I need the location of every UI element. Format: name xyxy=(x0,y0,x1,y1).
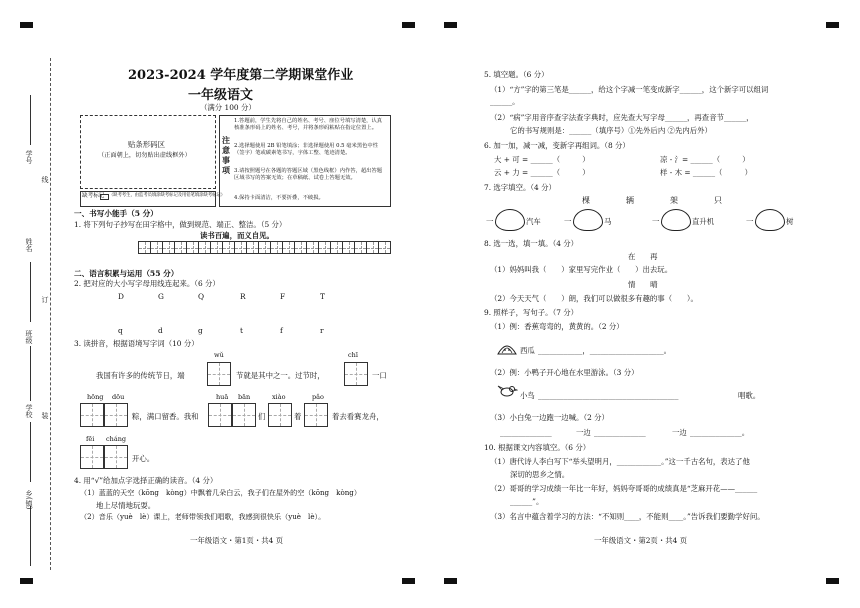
q8-pair-1: 在 再 xyxy=(628,252,658,261)
q3-pinyin-9: fēi xyxy=(86,435,95,443)
lower-letter-d[interactable]: d xyxy=(158,326,163,335)
q3-box-9[interactable] xyxy=(80,445,104,469)
watermelon-icon xyxy=(496,338,518,358)
q8-item-1[interactable]: （1）妈妈叫我（ ）家里写完作业（ ）出去玩。 xyxy=(490,265,673,274)
q7-cloud-1[interactable] xyxy=(495,209,525,231)
lower-letter-q[interactable]: q xyxy=(118,326,123,335)
q3-line-1b: 节就是其中之一。过节时， xyxy=(236,371,325,380)
q7-choice-2: 辆 xyxy=(626,196,634,205)
lower-letter-r[interactable]: r xyxy=(320,326,324,335)
barcode-hint: （正面朝上，切勿贴出虚线框外） xyxy=(98,152,191,159)
q7-item-1: 汽车 xyxy=(526,217,541,226)
q9-example-2: （2）例：小鸭子开心地在水里游泳。（3 分） xyxy=(490,368,639,377)
question-8: 8. 选一选，填一填。（4 分） xyxy=(484,239,579,248)
question-2: 2. 把对应的大小写字母用线连起来。（6 分） xyxy=(74,279,220,288)
registration-mark xyxy=(444,578,457,584)
section-1-heading: 一、书写小能手（5 分） xyxy=(74,209,158,218)
q6-item-3[interactable]: 云 + 力 = ______（ ） xyxy=(494,168,590,177)
exam-title: 2023-2024 学年度第二学期课堂作业 xyxy=(128,68,354,83)
q9-answer-1-subject: 西瓜 xyxy=(520,346,535,355)
notice-head: 注意事项 xyxy=(222,135,230,175)
absent-checkbox[interactable] xyxy=(100,194,109,200)
q5-item-1[interactable]: （1）“方”字的第三笔是______，给这个字减一笔变成新字______，这个新字可以组词______。 xyxy=(490,85,769,106)
q9-example-3: （3）小白兔一边跑一边喊。（2 分） xyxy=(490,413,609,422)
class-blank[interactable] xyxy=(30,346,31,401)
q3-pinyin-10: cháng xyxy=(106,435,127,443)
registration-mark xyxy=(444,22,457,28)
side-label-class: 班级 xyxy=(25,330,33,344)
q3-box-2[interactable] xyxy=(344,362,368,386)
q7-choice-1: 棵 xyxy=(582,196,590,205)
registration-mark xyxy=(402,22,415,28)
bird-icon xyxy=(496,382,518,400)
q3-box-5[interactable] xyxy=(208,403,232,427)
q7-dash-1: 一 xyxy=(486,217,494,226)
side-label-student-id: 学号 xyxy=(25,150,33,164)
upper-letter-Q[interactable]: Q xyxy=(198,292,205,301)
barcode-label: 贴条形码区 xyxy=(128,140,165,149)
q9-example-1: （1）例：香蕉弯弯的，黄黄的。（2 分） xyxy=(490,322,624,331)
q10-item-3[interactable]: （3）名言中蕴含着学习的方法：“不知则____，不能则____。”告诉我们要勤学好问。 xyxy=(490,512,765,521)
q7-item-4: 树 xyxy=(786,217,794,226)
page-2-footer: 一年级语文・第2页・共4 页 xyxy=(594,536,688,545)
q3-box-6[interactable] xyxy=(232,403,256,427)
town-blank[interactable] xyxy=(30,506,31,566)
question-9: 9. 照样子，写句子。（7 分） xyxy=(484,308,579,317)
q9-answer-1-blank[interactable]: ____________，____________________。 xyxy=(538,346,672,355)
side-label-staple: 装 xyxy=(41,412,49,419)
q3-line-2b: 们 xyxy=(258,412,266,421)
notice-line-1: 1.答题前，学生先将自己的姓名、考号、座位号填写清楚，认真核准条形码上的姓名、考号，并将条形码粘贴在指定位置上。 xyxy=(234,118,383,131)
q3-box-4[interactable] xyxy=(104,403,128,427)
question-1: 1. 将下列句子抄写在田字格中，做到规范、端正、整洁。（5 分） xyxy=(74,220,287,229)
registration-mark xyxy=(826,22,839,28)
q4-item-1b: 地上尽情地玩耍。 xyxy=(96,501,156,510)
upper-letter-T[interactable]: T xyxy=(320,292,325,301)
q3-box-3[interactable] xyxy=(80,403,104,427)
section-2-heading: 二、语言积累与运用（55 分） xyxy=(74,269,179,278)
q3-pinyin-6: bān xyxy=(238,393,251,401)
q7-dash-2: 一 xyxy=(564,217,572,226)
q9-answer-2-end: 唱歌。 xyxy=(738,391,761,400)
q9-answer-3-blank-b[interactable]: ______________ xyxy=(594,428,646,437)
q3-line-1a: 我国有许多的传统节日，端 xyxy=(96,371,185,380)
q3-line-3: 开心。 xyxy=(132,454,155,463)
q8-pair-2: 情 晴 xyxy=(628,280,658,289)
notice-line-4: 4.保持卡面清洁，不要折叠，不破损。 xyxy=(234,195,324,201)
school-blank[interactable] xyxy=(30,422,31,482)
q4-item-1[interactable]: （1）蓝蓝的天空（kōng kòng）中飘着几朵白云，我子们在屋外的空（kōng kòng） xyxy=(80,488,361,497)
side-label-school: 学校 xyxy=(25,404,33,418)
question-3: 3. 读拼音，根据语境写字词（10 分） xyxy=(74,339,199,348)
q7-choice-3: 架 xyxy=(670,196,678,205)
q5-item-2b[interactable]: 它的书写规则是：______（填序号）①先外后内 ②先内后外） xyxy=(510,126,712,135)
q3-box-7[interactable] xyxy=(268,403,292,427)
student-id-blank[interactable] xyxy=(30,95,31,145)
upper-letter-D[interactable]: D xyxy=(118,292,124,301)
q6-item-2[interactable]: 凉 - 氵= ______（ ） xyxy=(660,155,750,164)
absent-label: 缺考标记 xyxy=(82,193,105,199)
q10-item-2a[interactable]: （2）哥哥的学习成绩一年比一年好，妈妈夸哥哥的成绩真是“芝麻开花——______ xyxy=(490,484,758,493)
q3-line-2c: 着 xyxy=(294,412,302,421)
upper-letter-F[interactable]: F xyxy=(280,292,286,301)
q7-item-3: 直升机 xyxy=(692,217,715,226)
side-label-name: 姓名 xyxy=(25,238,33,252)
q10-item-1a[interactable]: （1）唐代诗人李白写下“举头望明月，____________。”这一千古名句，表达了他 xyxy=(490,457,750,466)
registration-mark xyxy=(826,578,839,584)
page-1-footer: 一年级语文・第1页・共4 页 xyxy=(190,536,284,545)
q3-pinyin-7: xiào xyxy=(272,393,286,401)
q9-answer-3-blank-c[interactable]: ______________。 xyxy=(690,428,750,437)
q3-pinyin-2: chī xyxy=(348,351,358,359)
q7-dash-4: 一 xyxy=(746,217,754,226)
q6-item-1[interactable]: 大 + 可 = ______（ ） xyxy=(494,155,590,164)
q3-pinyin-8: pǎo xyxy=(312,393,324,401)
q1-writing-grid[interactable] xyxy=(138,241,388,255)
absent-note: （缺考考生，由监考员填涂缺考标记及用铅笔填涂缺考标记） xyxy=(109,193,226,198)
q9-answer-2-subject: 小鸟 xyxy=(520,391,535,400)
question-10: 10. 根据课文内容填空。（6 分） xyxy=(484,443,591,452)
q7-item-2: 马 xyxy=(604,217,612,226)
side-label-bind: 订 xyxy=(41,296,49,303)
exam-subtitle: 一年级语文 xyxy=(188,88,254,103)
binding-line xyxy=(50,58,51,570)
notice-line-3: 3.请按照题号在各题的答题区域（黑色线框）内作答，超出答题区域书写的答案无效；在草稿纸、试卷上答题无效。 xyxy=(234,168,383,181)
q9-answer-3-word-b: 一边 xyxy=(672,428,687,437)
q3-pinyin-3: hōng xyxy=(87,393,104,401)
q7-dash-3: 一 xyxy=(652,217,660,226)
lower-letter-f[interactable]: f xyxy=(280,326,283,335)
upper-letter-G[interactable]: G xyxy=(158,292,164,301)
question-6: 6. 加一加，减一减，变新字再组词。（8 分） xyxy=(484,141,630,150)
q7-cloud-3[interactable] xyxy=(661,209,691,231)
q3-pinyin-5: huā xyxy=(216,393,229,401)
q3-box-10[interactable] xyxy=(104,445,128,469)
lower-letter-g[interactable]: g xyxy=(198,326,203,335)
question-5: 5. 填空题。（6 分） xyxy=(484,70,549,79)
q7-choice-4: 只 xyxy=(714,196,722,205)
registration-mark xyxy=(20,22,33,28)
notice-line-2: 2.选择题使用 2B 铅笔填涂；非选择题使用 0.5 毫米黑色中性（签字）笔或碳素笔书写，字体工整、笔迹清楚。 xyxy=(234,143,379,156)
registration-mark xyxy=(402,578,415,584)
q1-sentence: 读书百遍，而义自见。 xyxy=(200,231,274,240)
q7-cloud-2[interactable] xyxy=(573,209,603,231)
q3-pinyin-1: wǔ xyxy=(214,351,224,359)
lower-letter-t[interactable]: t xyxy=(240,326,243,335)
q8-item-2[interactable]: （2）今天天气（ ）朗，我们可以做很多有趣的事（ ）。 xyxy=(490,294,698,303)
question-7: 7. 选字填空。（4 分） xyxy=(484,183,556,192)
q3-line-2a: 粽，满口留香。我和 xyxy=(132,412,199,421)
name-blank[interactable] xyxy=(30,262,31,322)
full-marks: （满分 100 分） xyxy=(200,103,256,112)
q10-item-1b: 深切的思乡之情。 xyxy=(510,470,570,479)
q9-answer-3-blank-a[interactable]: ______________ xyxy=(500,428,552,437)
q7-cloud-4[interactable] xyxy=(755,209,785,231)
q3-box-8[interactable] xyxy=(304,403,328,427)
side-label-line: 线 xyxy=(41,176,49,183)
q6-item-4[interactable]: 样 - 木 = ______（ ） xyxy=(660,168,752,177)
upper-letter-R[interactable]: R xyxy=(240,292,246,301)
q9-answer-3-word-a: 一边 xyxy=(576,428,591,437)
side-label-town: 乡(镇) xyxy=(25,490,33,510)
q10-item-2b[interactable]: ______”。 xyxy=(510,497,544,506)
question-4: 4. 用“√”给加点字选择正确的读音。（4 分） xyxy=(74,476,218,485)
q3-box-1[interactable] xyxy=(207,362,231,386)
q3-pinyin-4: dōu xyxy=(112,393,125,401)
q4-item-2[interactable]: （2）音乐（yuè lè）课上，老师带领我们唱歌，我感到很快乐（yuè lè）。 xyxy=(80,512,326,521)
q3-line-2d: 着去看赛龙舟， xyxy=(332,412,384,421)
registration-mark xyxy=(20,578,33,584)
q3-line-1c: 一口 xyxy=(372,371,387,380)
q5-item-2a[interactable]: （2）“病”字用音序查字法查字典时，应先查大写字母______，再查音节______， xyxy=(490,113,754,122)
q9-answer-2-blank[interactable]: ______________________________________ xyxy=(538,391,679,400)
